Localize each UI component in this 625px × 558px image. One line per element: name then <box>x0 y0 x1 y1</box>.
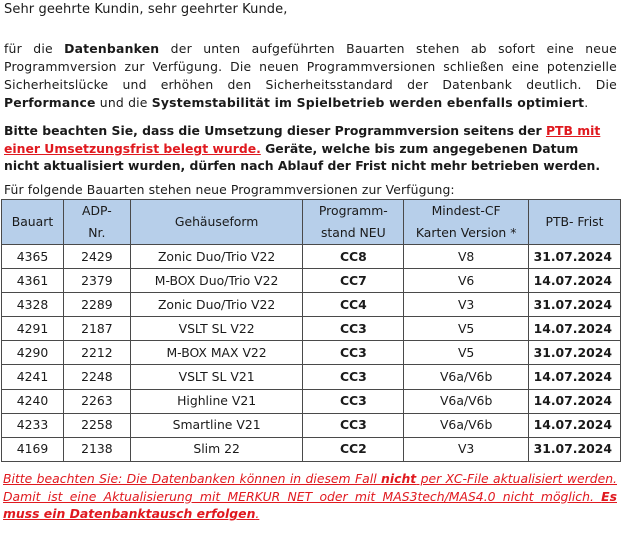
cell-programm: CC3 <box>303 317 404 341</box>
bauarten-table <box>1 199 621 462</box>
cell-gehaeuse: Highline V21 <box>130 389 303 413</box>
cell-programm: CC3 <box>303 413 404 437</box>
cell-cf: V5 <box>404 317 529 341</box>
table-row <box>2 317 621 341</box>
header-ptb-frist: PTB- Frist <box>528 200 620 245</box>
cell-frist: 31.07.2024 <box>528 293 620 317</box>
cell-gehaeuse: M-BOX Duo/Trio V22 <box>130 269 303 293</box>
notice-bold-datenbanktausch: Es muss ein Datenbanktausch erfolgen <box>3 488 617 521</box>
cell-gehaeuse: Slim 22 <box>130 437 303 461</box>
cell-cf: V6a/V6b <box>404 365 529 389</box>
cell-bauart: 4365 <box>2 245 64 269</box>
cell-frist: 14.07.2024 <box>528 413 620 437</box>
header-cf-version: Mindest-CF Karten Version * <box>404 200 529 245</box>
cell-cf: V6 <box>404 269 529 293</box>
deadline-paragraph <box>4 122 617 175</box>
notice-text-3: . <box>255 506 260 521</box>
table-intro: Für folgende Bauarten stehen neue Programmversionen zur Verfügung: <box>4 182 455 197</box>
cell-gehaeuse: Zonic Duo/Trio V22 <box>130 245 303 269</box>
para1-text-3: und die <box>95 95 152 110</box>
cell-frist: 31.07.2024 <box>528 437 620 461</box>
cell-adp: 2379 <box>63 269 130 293</box>
cell-frist: 14.07.2024 <box>528 269 620 293</box>
header-bauart: Bauart <box>2 200 64 245</box>
cell-programm: CC3 <box>303 365 404 389</box>
cell-programm: CC4 <box>303 293 404 317</box>
header-adp: ADP- Nr. <box>63 200 130 245</box>
table-row <box>2 269 621 293</box>
notice-bold-nicht: nicht <box>381 471 417 486</box>
cell-programm: CC8 <box>303 245 404 269</box>
cell-frist: 14.07.2024 <box>528 317 620 341</box>
cell-gehaeuse: VSLT SL V22 <box>130 317 303 341</box>
cell-adp: 2429 <box>63 245 130 269</box>
cell-bauart: 4290 <box>2 341 64 365</box>
cell-bauart: 4361 <box>2 269 64 293</box>
table-row <box>2 437 621 461</box>
table-row <box>2 293 621 317</box>
cell-gehaeuse: VSLT SL V21 <box>130 365 303 389</box>
table-row <box>2 365 621 389</box>
cell-bauart: 4169 <box>2 437 64 461</box>
cell-frist: 31.07.2024 <box>528 245 620 269</box>
cell-adp: 2289 <box>63 293 130 317</box>
para2-text-1: Bitte beachten Sie, dass die Umsetzung dieser Programmversion seitens der <box>4 123 546 138</box>
cell-adp: 2138 <box>63 437 130 461</box>
cell-adp: 2258 <box>63 413 130 437</box>
cell-cf: V5 <box>404 341 529 365</box>
cell-cf: V3 <box>404 293 529 317</box>
cell-gehaeuse: Zonic Duo/Trio V22 <box>130 293 303 317</box>
cell-programm: CC3 <box>303 341 404 365</box>
para1-text-4: . <box>584 95 589 110</box>
para1-bold-performance: Performance <box>4 95 96 110</box>
header-gehaeuseform: Gehäuseform <box>130 200 303 245</box>
header-programmstand: Programm- stand NEU <box>303 200 404 245</box>
cell-frist: 31.07.2024 <box>528 341 620 365</box>
table-row <box>2 245 621 269</box>
para1-text-1: für die <box>4 41 65 56</box>
cell-gehaeuse: M-BOX MAX V22 <box>130 341 303 365</box>
cell-cf: V6a/V6b <box>404 413 529 437</box>
cell-frist: 14.07.2024 <box>528 365 620 389</box>
cell-adp: 2212 <box>63 341 130 365</box>
database-exchange-notice <box>3 470 617 523</box>
cell-cf: V3 <box>404 437 529 461</box>
cell-cf: V8 <box>404 245 529 269</box>
para1-bold-datenbanken: Datenbanken <box>64 41 160 56</box>
cell-programm: CC3 <box>303 389 404 413</box>
greeting: Sehr geehrte Kundin, sehr geehrter Kunde, <box>4 2 288 17</box>
table-row <box>2 389 621 413</box>
cell-bauart: 4233 <box>2 413 64 437</box>
ptb-deadline-highlight: PTB mit einer Umsetzungsfrist belegt wurde. <box>4 123 601 156</box>
cell-adp: 2263 <box>63 389 130 413</box>
intro-paragraph <box>4 40 617 112</box>
table-header-row <box>2 200 621 245</box>
cell-programm: CC2 <box>303 437 404 461</box>
para2-text-2: Geräte, welche bis zum angegebenen Datum nicht aktualisiert wurden, dürfen nach Ablauf der Frist nicht mehr betrieben werden. <box>4 140 601 173</box>
para1-text-2: der unten aufgeführten Bauarten stehen ab sofort eine neue Programmversion zur Verfügung. Die neuen Programmversionen schließen eine potenzielle Sicherheitslücke und erhöhen den Sicherheitsstandard der Datenbank deutlich. Die <box>4 41 617 92</box>
cell-cf: V6a/V6b <box>404 389 529 413</box>
cell-gehaeuse: Smartline V21 <box>130 413 303 437</box>
table-row <box>2 341 621 365</box>
cell-frist: 14.07.2024 <box>528 389 620 413</box>
notice-text-2: per XC-File aktualisiert werden. Damit ist eine Aktualisierung mit MERKUR NET oder mit MAS3tech/MAS4.0 nicht möglich. <box>3 471 617 504</box>
table-row <box>2 413 621 437</box>
cell-adp: 2187 <box>63 317 130 341</box>
cell-programm: CC7 <box>303 269 404 293</box>
cell-bauart: 4240 <box>2 389 64 413</box>
cell-bauart: 4328 <box>2 293 64 317</box>
para1-bold-systemstabilitaet: Systemstabilität im Spielbetrieb werden ebenfalls optimiert <box>151 95 585 110</box>
cell-bauart: 4291 <box>2 317 64 341</box>
cell-adp: 2248 <box>63 365 130 389</box>
cell-bauart: 4241 <box>2 365 64 389</box>
notice-text-1: Bitte beachten Sie: Die Datenbanken können in diesem Fall <box>3 471 382 486</box>
